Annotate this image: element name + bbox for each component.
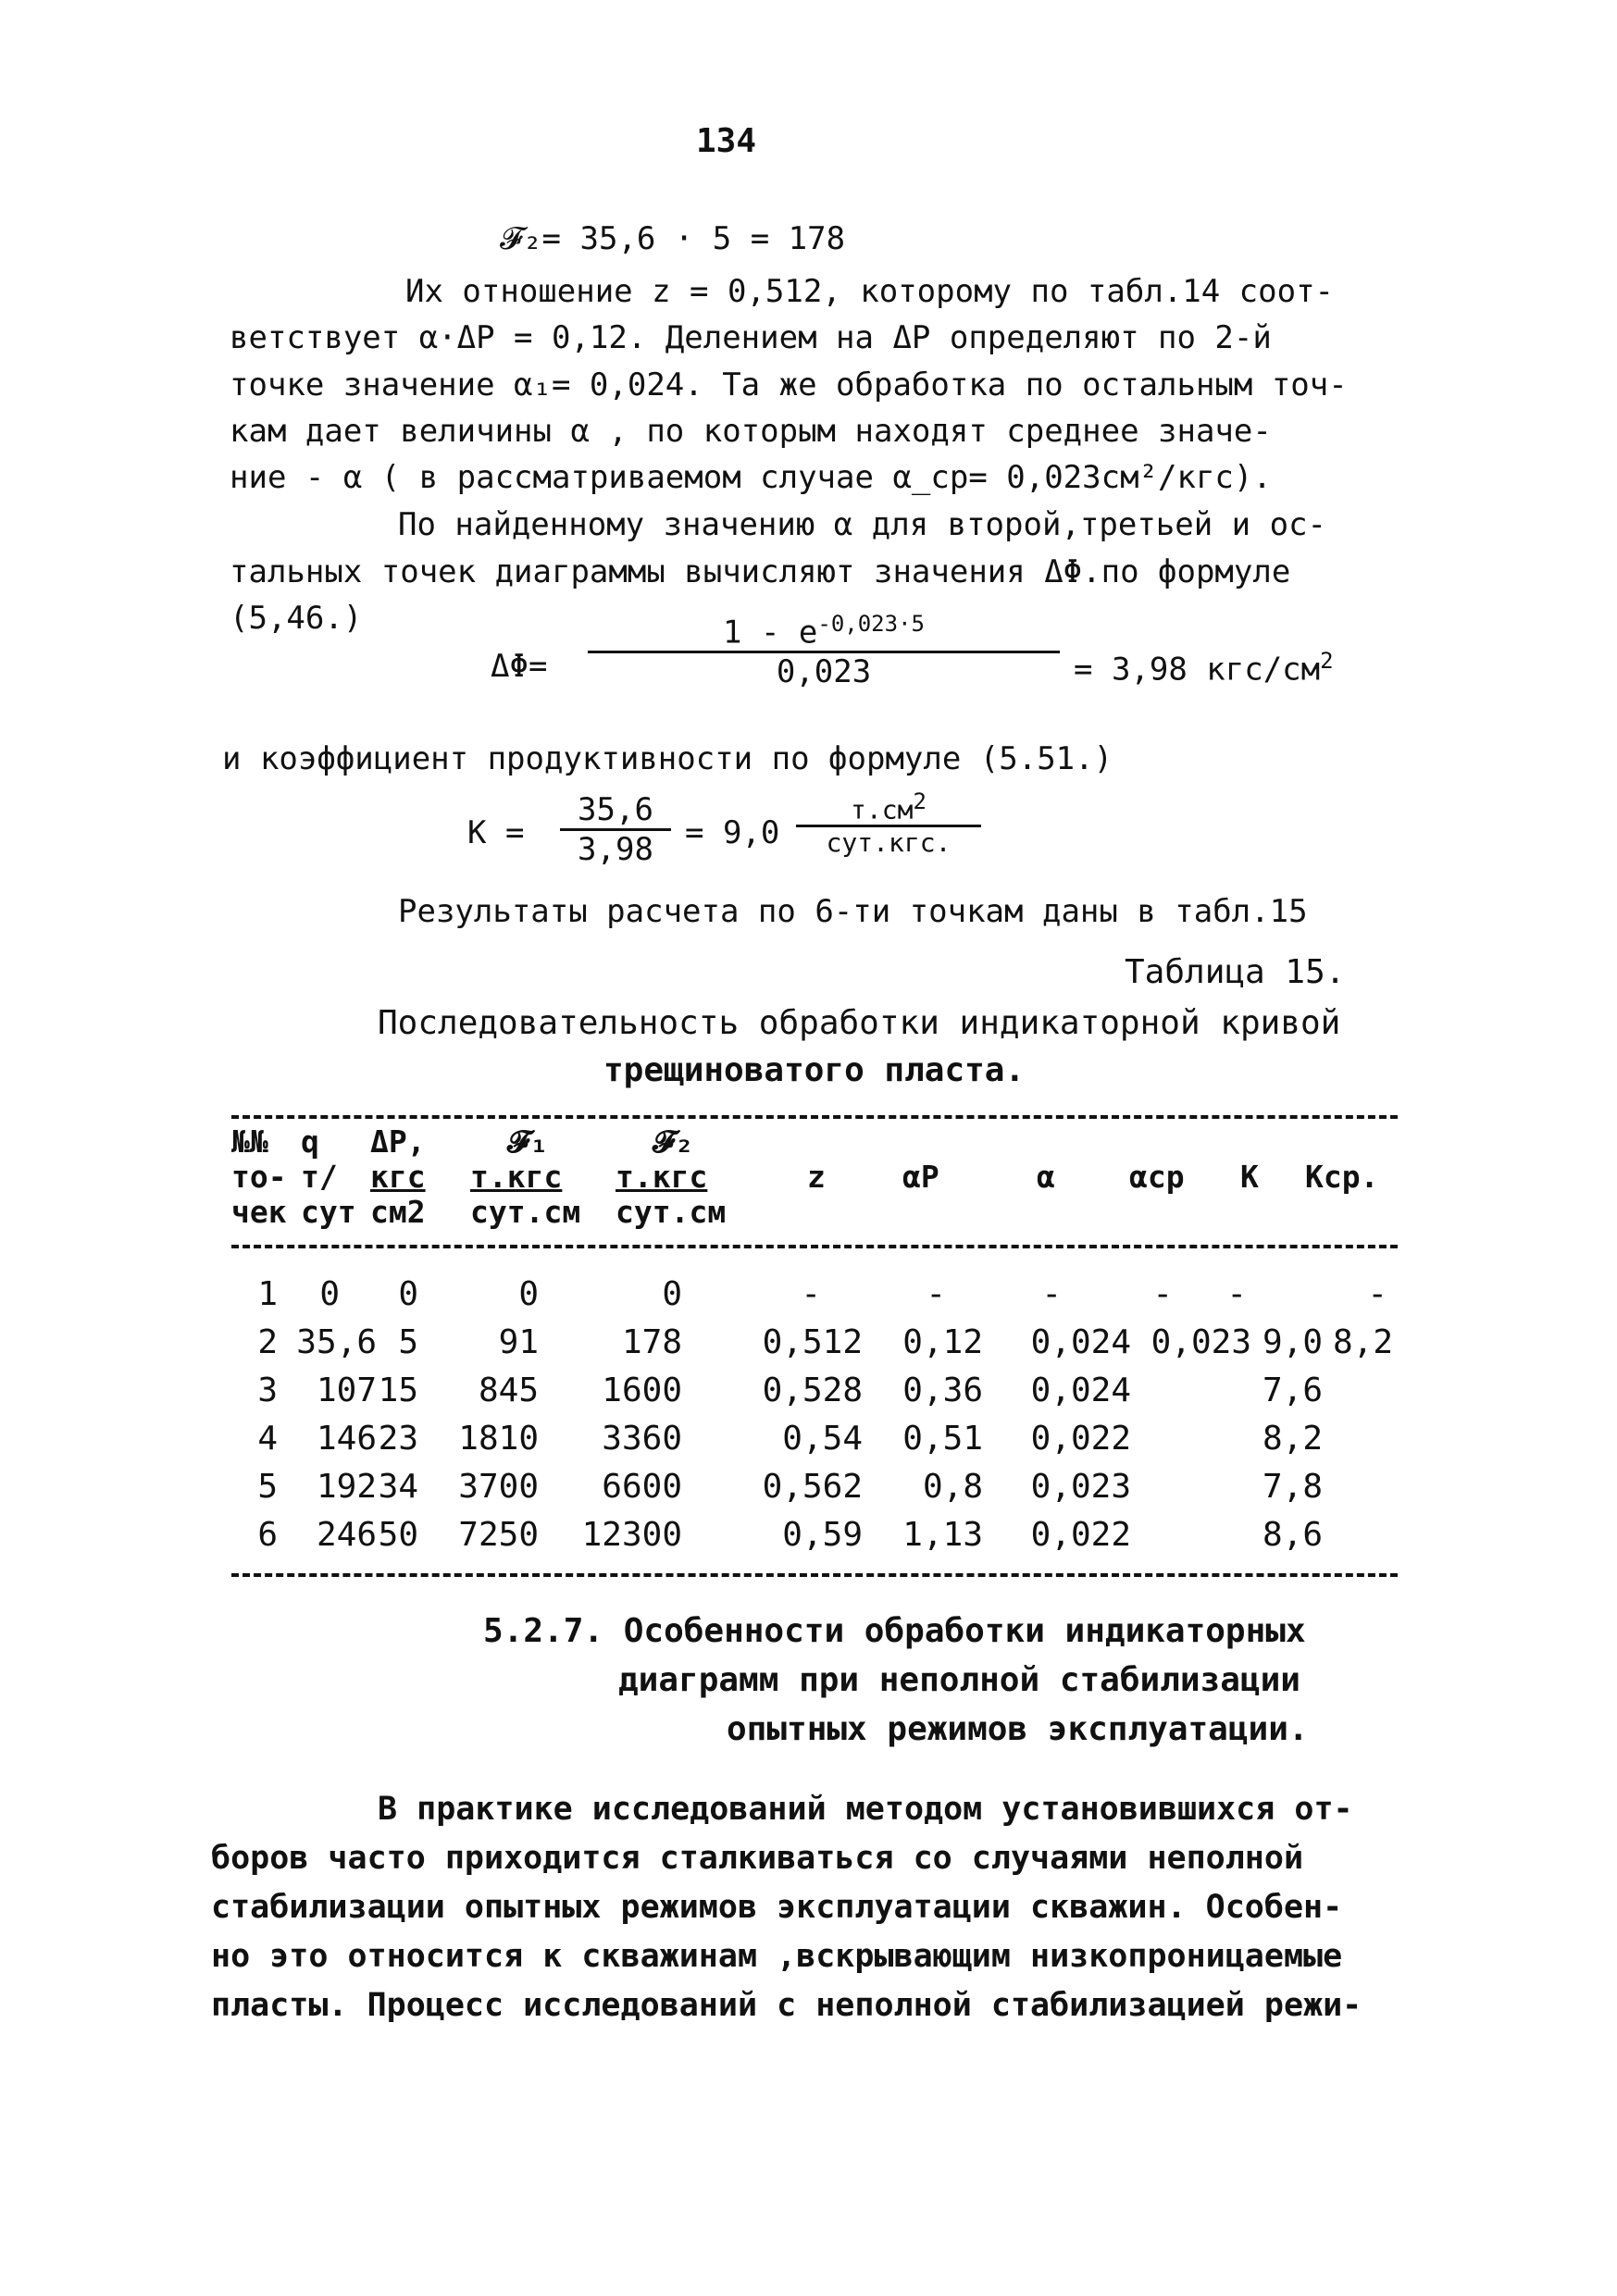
table-cell: 107	[316, 1371, 377, 1409]
table-cell: -	[1041, 1275, 1062, 1313]
table-cell: 50	[378, 1516, 418, 1554]
table-cell: 0,022	[1030, 1420, 1131, 1458]
table-cell: 0,51	[902, 1420, 983, 1458]
table-cell: 91	[498, 1323, 539, 1361]
table-cell: 246	[316, 1516, 377, 1554]
formula-k-mid: = 9,0	[685, 814, 780, 851]
table-cell: 15	[378, 1371, 418, 1409]
table-cell: 34	[378, 1468, 418, 1506]
table-cell: 0,36	[902, 1371, 983, 1409]
table-cell: 0,023	[1151, 1323, 1251, 1361]
formula-phi-denominator: 0,023	[776, 653, 872, 691]
table-cell: 3700	[458, 1468, 539, 1506]
table-caption: Таблица 15.	[1125, 953, 1346, 991]
table-cell: 8,2	[1332, 1323, 1393, 1361]
table-cell: 0	[518, 1275, 539, 1313]
section-heading: 5.2.7. Особенности обработки индикаторных	[483, 1612, 1306, 1650]
paragraph-line: пласты. Процесс исследований с неполной стабилизацией режи-	[211, 1987, 1362, 2024]
table-rule-top	[231, 1115, 1398, 1119]
table-cell: 0,023	[1030, 1468, 1131, 1506]
table-cell: 6	[257, 1516, 278, 1554]
table-cell: 3360	[602, 1420, 682, 1458]
table-cell: 146	[316, 1420, 377, 1458]
text-line: (5,46.)	[230, 600, 363, 637]
formula-k-lhs: K =	[467, 814, 525, 851]
formula-k-unit: $т.см^2$ сут.кгс.	[796, 788, 981, 858]
text-line: тальных точек диаграммы вычисляют значения ΔΦ.по формуле	[230, 553, 1291, 590]
formula-k-fraction: 35,6 3,98	[560, 791, 671, 868]
table-cell: 5	[257, 1468, 278, 1506]
paragraph-line: боров часто приходится сталкиваться со случаями неполной	[211, 1840, 1304, 1877]
table-cell: 5	[398, 1323, 418, 1361]
table-cell: -	[1152, 1275, 1173, 1313]
header-k: K	[1240, 1159, 1259, 1195]
formula-phi-result: = 3,98 кгс/$см^2$	[1074, 648, 1334, 689]
table-cell: 1600	[602, 1371, 682, 1409]
table-cell: 0	[662, 1275, 682, 1313]
text-line: ние - α ( в рассматриваемом случае α_ср= 0,023см²/кгс).	[230, 459, 1272, 496]
table-cell: 1,13	[902, 1516, 983, 1554]
header-alpha: α	[1037, 1159, 1055, 1195]
table-cell: 2	[257, 1323, 278, 1361]
text-line: Их отношение z = 0,512, которому по табл.14 соот-	[405, 273, 1335, 310]
table-cell: 845	[478, 1371, 539, 1409]
formula-phi-numerator: $1 - e^{-0,023\cdot 5}$	[723, 611, 925, 652]
table-cell: -	[801, 1275, 821, 1313]
table-cell: 0,54	[782, 1420, 863, 1458]
text-line: ветствует α·ΔP = 0,12. Делением на ΔP определяют по 2-й	[230, 319, 1272, 356]
text-line: кам дает величины α , по которым находят среднее значе-	[230, 413, 1272, 450]
table-cell: 3	[257, 1371, 278, 1409]
page-number: 134	[696, 122, 757, 160]
table-cell: -	[926, 1275, 946, 1313]
text-line: и коэффициент продуктивности по формуле (5.51.)	[222, 740, 1113, 777]
table-cell: -	[1367, 1275, 1387, 1313]
table-cell: 0,12	[902, 1323, 983, 1361]
table-cell: 0	[398, 1275, 418, 1313]
header-f2: 𝓕₂ т.кгс сут.см	[616, 1123, 727, 1230]
table-cell: 8,2	[1262, 1420, 1323, 1458]
header-q: q т/ сут	[301, 1123, 356, 1230]
header-point-number: №№ то- чек	[231, 1123, 287, 1230]
table-cell: 23	[378, 1420, 418, 1458]
table-cell: 1	[257, 1275, 278, 1313]
paragraph-line: В практике исследований методом установившихся от-	[378, 1791, 1353, 1828]
header-f1: 𝓕₁ т.кгс сут.см	[470, 1123, 581, 1230]
paragraph-line: стабилизации опытных режимов эксплуатации скважин. Особен-	[211, 1889, 1343, 1926]
table-cell: 0,59	[782, 1516, 863, 1554]
section-heading: диаграмм при неполной стабилизации	[618, 1661, 1300, 1699]
table-cell: 0,022	[1030, 1516, 1131, 1554]
table-cell: 7,6	[1262, 1371, 1323, 1409]
table-cell: 0,512	[762, 1323, 863, 1361]
table-cell: 35,6	[296, 1323, 377, 1361]
formula-phi-fraction	[588, 611, 1060, 690]
formula-f2: 𝓕₂= 35,6 · 5 = 178	[500, 220, 846, 257]
table-cell: 0,024	[1030, 1371, 1131, 1409]
table-cell: 0,024	[1030, 1323, 1131, 1361]
table-cell: 0,528	[762, 1371, 863, 1409]
table-title: Последовательность обработки индикаторной кривой	[378, 1004, 1341, 1042]
section-heading: опытных режимов эксплуатации.	[727, 1710, 1309, 1748]
text-line: Результаты расчета по 6-ти точкам даны в табл.15	[398, 893, 1308, 930]
header-delta-p: ΔP, кгс см2	[370, 1123, 426, 1230]
table-cell: 8,6	[1262, 1516, 1323, 1554]
table-cell: 0,562	[762, 1468, 863, 1506]
table-title: трещиноватого пласта.	[603, 1051, 1026, 1089]
header-z: z	[807, 1159, 826, 1195]
table-cell: 178	[621, 1323, 682, 1361]
table-cell: 1810	[458, 1420, 539, 1458]
table-cell: 0,8	[922, 1468, 983, 1506]
table-cell: 7,8	[1262, 1468, 1323, 1506]
table-cell: 0	[319, 1275, 340, 1313]
paragraph-line: но это относится к скважинам ,вскрывающим низкопроницаемые	[211, 1938, 1343, 1975]
formula-phi-lhs: ΔΦ=	[491, 648, 548, 685]
header-alpha-avg: αср	[1129, 1159, 1185, 1195]
table-cell: -	[1226, 1275, 1247, 1313]
table-cell: 7250	[458, 1516, 539, 1554]
header-k-avg: Kср.	[1305, 1159, 1379, 1195]
table-cell: 192	[316, 1468, 377, 1506]
text-line: По найденному значению α для второй,третьей и ос-	[398, 506, 1327, 543]
text-line: точке значение α₁= 0,024. Та же обработка по остальным точ-	[230, 366, 1348, 403]
table-cell: 12300	[581, 1516, 682, 1554]
table-rule-header	[231, 1245, 1398, 1248]
table-cell: 6600	[602, 1468, 682, 1506]
table-cell: 4	[257, 1420, 278, 1458]
table-cell: 9,0	[1262, 1323, 1323, 1361]
header-alpha-p: αP	[902, 1159, 939, 1195]
table-rule-bottom	[231, 1573, 1398, 1577]
